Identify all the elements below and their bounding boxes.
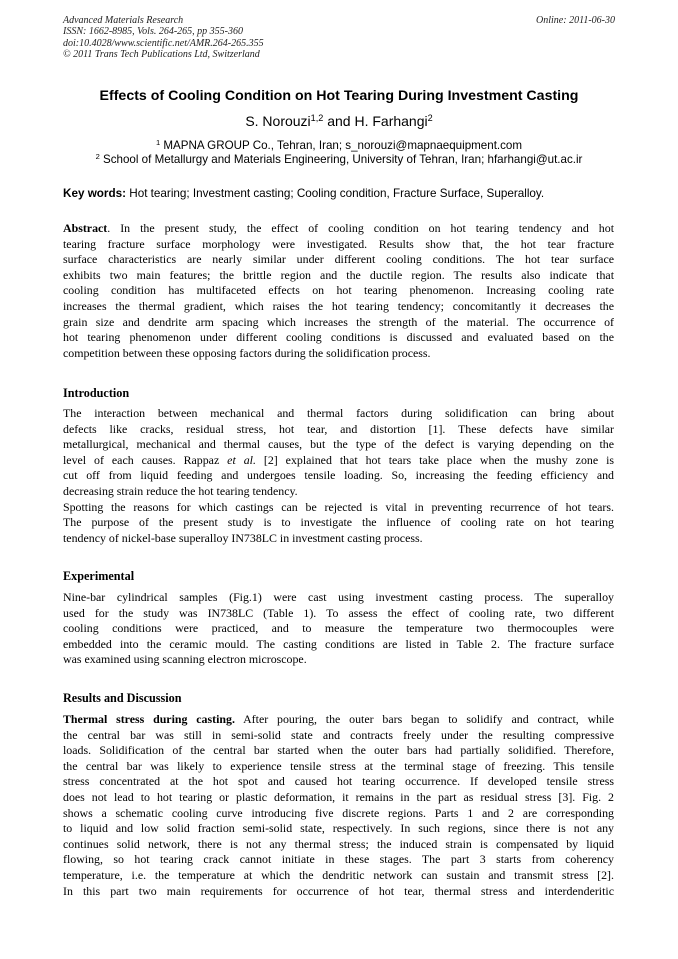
author-2-affil: 2 — [427, 113, 433, 124]
experimental-body — [63, 590, 614, 668]
intro-line — [63, 453, 614, 469]
author-1-affil: 1,2 — [310, 113, 324, 124]
intro-line: decreasing strain reduce the hot tearing tendency. — [63, 483, 298, 498]
results-line: shows a schematic cooling curve introducing five discrete regions. Parts 1 and 2 are corresponding — [63, 805, 614, 820]
intro-text: level of each causes. — [63, 452, 176, 467]
affiliation-1 — [0, 139, 678, 153]
author-and: and — [323, 113, 355, 129]
author-2: H. Farhangi — [354, 113, 428, 129]
results-line: In this part two main requirements for occurrence of hot tear, thermal stress and interdenderitic — [63, 883, 614, 898]
intro-line: cut off from liquid feeding and undergoes tensile loading. So, increasing the feeding efficiency and — [63, 468, 614, 483]
intro-line: Spotting the reasons for which castings can be rejected is vital in preventing recurrence of hot tears. — [63, 499, 614, 514]
abstract-text: . In the present study, the effect of cooling condition on hot tearing tendency and hot — [107, 221, 614, 235]
affiliation-2 — [0, 153, 678, 167]
results-line: stress concentrated at the hot spot and caused hot tearing occurrence. If developed tensile stress — [63, 774, 614, 789]
journal-name: Advanced Materials Research — [63, 15, 184, 26]
online-date: Online: 2011-06-30 — [536, 15, 615, 26]
results-line: does not lead to hot tearing or plastic deformation, it remains in the part as residual stress [3]. Fig. 2 — [63, 789, 614, 804]
abstract-line: hot tearing phenomenon under different cooling conditions is discussed and evaluated based on the — [63, 330, 614, 345]
abstract-line: cooling condition has multifaceted effects on hot tearing phenomenon. Increasing cooling rate — [63, 283, 614, 298]
results-line — [63, 712, 614, 728]
affiliation-2-num: 2 — [95, 152, 100, 162]
results-line: flowing, so hot tearing crack cannot initiate in these stages. The part 3 starts from coherency — [63, 852, 614, 867]
abstract-line: exhibits two main features; the brittle region and the ductile region. The results also indicate that — [63, 267, 614, 282]
results-body — [63, 712, 614, 899]
author-line — [0, 112, 678, 130]
section-heading-experimental: Experimental — [63, 569, 135, 583]
section-heading-results: Results and Discussion — [63, 691, 182, 705]
results-line: loads. Solidification of the central bar started when the outer bars had partially solidified. Therefore, — [63, 743, 614, 758]
keywords — [63, 186, 544, 202]
affiliation-2-text: School of Metallurgy and Materials Engineering, University of Tehran, Iran; hfarhangi@ut.ac.ir — [99, 153, 583, 166]
intro-etal: et al. — [227, 452, 256, 467]
abstract-line: surface characteristics are nearly similar under different cooling conditions. The hot tear surface — [63, 252, 614, 267]
intro-line: metallurgical, mechanical and thermal causes, but the type of the defect is varying depending on the — [63, 437, 614, 452]
doi-line: doi:10.4028/www.scientific.net/AMR.264-265.355 — [63, 37, 264, 49]
affiliation-1-num: 1 — [155, 138, 161, 148]
abstract-line: grain size and dendrite arm spacing which increases the strength of the material. The occurrence of — [63, 314, 614, 329]
abstract-label: Abstract — [63, 221, 108, 235]
introduction-body — [63, 406, 614, 546]
experimental-line: cooling conditions were practiced, and to measure the temperature two thermocouples were — [63, 621, 614, 636]
abstract-line — [63, 221, 614, 237]
intro-line: The purpose of the present study is to investigate the influence of cooling rate on hot tearing — [63, 515, 614, 530]
abstract — [63, 221, 614, 361]
keywords-label: Key words: — [63, 187, 126, 200]
abstract-line: tearing fracture surface morphology were investigated. Results show that, the hot tear fracture — [63, 236, 614, 251]
paper-title: Effects of Cooling Condition on Hot Tearing During Investment Casting — [99, 88, 579, 104]
results-text: After pouring, the outer bars began to solidify and contract, while — [234, 712, 614, 726]
copyright-line: © 2011 Trans Tech Publications Ltd, Switzerland — [63, 49, 260, 61]
results-line: temperature, i.e. the temperature at which the dendritic network can sustain and transmit stress [2]. — [63, 867, 614, 882]
keywords-text: Hot tearing; Investment casting; Cooling condition, Fracture Surface, Superalloy. — [126, 187, 545, 200]
author-1: S. Norouzi — [245, 113, 311, 129]
intro-text: [2] explained that hot tears take place when the mushy zone is — [255, 452, 615, 467]
abstract-line: increases the thermal gradient, which raises the hot tearing tendency; concomitantly it decreases the — [63, 298, 614, 313]
journal-header — [63, 15, 264, 61]
experimental-line: Nine-bar cylindrical samples (Fig.1) were cast using investment casting process. The superalloy — [63, 590, 614, 604]
intro-line: defects like cracks, residual stress, hot tear, and distortion [1]. These defects have similar — [63, 421, 614, 436]
results-line: the central bar was still in semi-solid state and contracts freely under the resulting compressive — [63, 727, 614, 742]
section-heading-introduction: Introduction — [63, 386, 130, 400]
results-line: to liquid and low solid fraction semi-solid state, respectively. In such regions, since there is not any — [63, 821, 614, 836]
intro-line: The interaction between mechanical and thermal factors during solidification can bring about — [63, 406, 614, 420]
experimental-line: was examined using scanning electron microscope. — [63, 652, 307, 667]
intro-text: Rappaz — [175, 452, 228, 467]
results-line: the central bar was likely to experience tensile stress at the terminal stage of freezing. This tensile — [63, 758, 614, 773]
affiliation-1-text: MAPNA GROUP Co., Tehran, Iran; s_norouzi@mapnaequipment.com — [160, 139, 523, 152]
results-subheading: Thermal stress during casting. — [63, 712, 235, 726]
intro-line: tendency of nickel-base superalloy IN738LC in investment casting process. — [63, 530, 423, 545]
experimental-line: used for the study was IN738LC (Table 1). To assess the effect of cooling rate, two different — [63, 605, 614, 620]
experimental-line: embedded into the ceramic mould. The casting conditions are listed in Table 2. The fracture surface — [63, 636, 614, 651]
issn-line: ISSN: 1662-8985, Vols. 264-265, pp 355-360 — [63, 26, 243, 38]
abstract-line: competition between these opposing factors during the solidification process. — [63, 345, 431, 360]
results-line: continues solid network, there is not any thermal stress; the induced strain is compensated by liquid — [63, 836, 614, 851]
